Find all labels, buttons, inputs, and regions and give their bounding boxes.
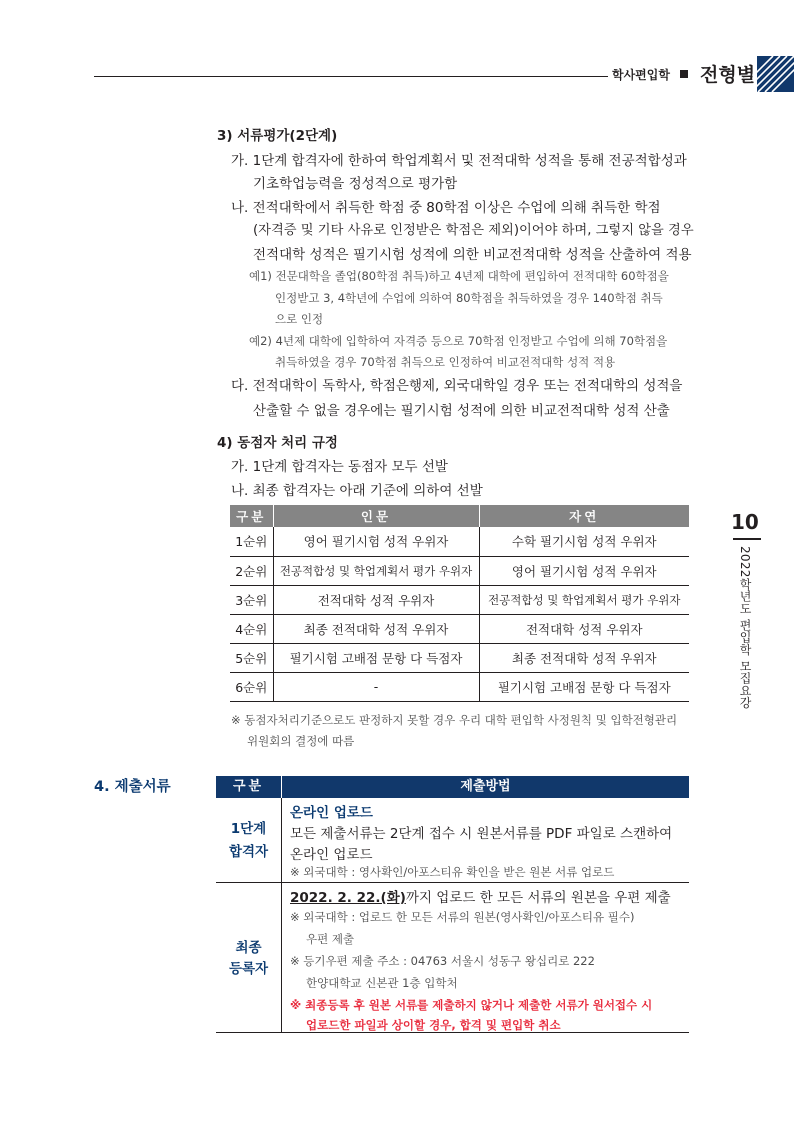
table-row bbox=[230, 614, 689, 643]
final-deadline-line bbox=[290, 886, 671, 906]
example-2-line-1: 예2) 4년제 대학에 입학하여 자격증 등으로 70학점 인정받고 수업에 의해 70학점을 bbox=[249, 334, 668, 348]
page-number: 10 bbox=[731, 510, 759, 534]
document-evaluation-heading: 3) 서류평가(2단계) bbox=[217, 128, 338, 144]
header-square-icon bbox=[680, 70, 688, 78]
submission-col-category: 구분 bbox=[232, 779, 265, 794]
tie-col-humanities: 인문 bbox=[273, 505, 479, 527]
final-label-line-2: 등록자 bbox=[228, 961, 269, 977]
para-na-line-2: (자격증 및 기타 사유로 인정받은 학점은 제외)이어야 하며, 그렇지 않을 경우 bbox=[253, 223, 694, 238]
natural-cell: 필기시험 고배점 문항 다 득점자 bbox=[479, 672, 689, 701]
final-note1-line-1: ※ 외국대학 : 업로드 한 모든 서류의 원본(영사확인/아포스티유 필수) bbox=[290, 910, 635, 924]
humanities-cell: - bbox=[273, 672, 479, 701]
natural-cell: 최종 전적대학 성적 우위자 bbox=[479, 643, 689, 672]
stage1-label-line-1: 1단계 bbox=[230, 821, 267, 837]
rank-cell: 4순위 bbox=[230, 614, 273, 643]
example-1-line-3: 으로 인정 bbox=[275, 312, 324, 326]
para-ga-line-1: 가. 1단계 합격자에 한하여 학업계획서 및 전적대학 성적을 통해 전공적합성과 bbox=[231, 153, 687, 169]
para-da-line-1: 다. 전적대학이 독학사, 학점은행제, 외국대학일 경우 또는 전적대학의 성적을 bbox=[231, 378, 683, 394]
table-row bbox=[230, 527, 689, 556]
submission-col-method: 제출방법 bbox=[281, 776, 689, 798]
humanities-cell: 전공적합성 및 학업계획서 평가 우위자 bbox=[273, 556, 479, 585]
final-label-line-1: 최종 bbox=[235, 940, 262, 956]
column-divider bbox=[281, 798, 282, 882]
rank-cell: 5순위 bbox=[230, 643, 273, 672]
tie-para-ga: 가. 1단계 합격자는 동점자 모두 선발 bbox=[231, 459, 448, 475]
final-note1-line-2: 우편 제출 bbox=[306, 932, 355, 946]
para-ga-line-2: 기초학업능력을 정성적으로 평가함 bbox=[253, 176, 458, 192]
tie-para-na: 나. 최종 합격자는 아래 기준에 의하여 선발 bbox=[231, 483, 483, 499]
header-section-label: 학사편입학 bbox=[612, 68, 670, 82]
natural-cell: 영어 필기시험 성적 우위자 bbox=[479, 556, 689, 585]
tie-note-line-2: 위원회의 결정에 따름 bbox=[247, 734, 355, 748]
stage1-row bbox=[216, 798, 689, 883]
para-na-line-1: 나. 전적대학에서 취득한 학점 중 80학점 이상은 수업에 의해 취득한 학점 bbox=[231, 200, 661, 216]
stage1-label-line-2: 합격자 bbox=[228, 844, 269, 860]
table-row bbox=[230, 672, 689, 701]
humanities-cell: 최종 전적대학 성적 우위자 bbox=[273, 614, 479, 643]
table-row bbox=[230, 585, 689, 614]
final-deadline-rest: 까지 업로드 한 모든 서류의 원본을 우편 제출 bbox=[405, 890, 671, 906]
humanities-cell: 영어 필기시험 성적 우위자 bbox=[273, 527, 479, 556]
natural-cell: 수학 필기시험 성적 우위자 bbox=[479, 527, 689, 556]
header-rule bbox=[94, 76, 608, 77]
table-row bbox=[230, 556, 689, 585]
natural-cell: 전적대학 성적 우위자 bbox=[479, 614, 689, 643]
example-2-line-2: 취득하였을 경우 70학점 취득으로 인정하여 비교전적대학 성적 적용 bbox=[275, 355, 616, 369]
humanities-cell: 필기시험 고배점 문항 다 득점자 bbox=[273, 643, 479, 672]
rank-cell: 6순위 bbox=[230, 672, 273, 701]
side-rule bbox=[733, 538, 761, 540]
humanities-cell: 전적대학 성적 우위자 bbox=[273, 585, 479, 614]
rank-cell: 3순위 bbox=[230, 585, 273, 614]
stage1-note: ※ 외국대학 : 영사확인/아포스티유 확인을 받은 원본 서류 업로드 bbox=[290, 865, 615, 879]
column-divider bbox=[281, 883, 282, 1032]
natural-cell: 전공적합성 및 학업계획서 평가 우위자 bbox=[479, 585, 689, 614]
stage1-line-2: 온라인 업로드 bbox=[290, 847, 373, 863]
tie-note-line-1: ※ 동점자처리기준으로도 판정하지 못할 경우 우리 대학 편입학 사정원칙 및 입학전형관리 bbox=[231, 713, 678, 727]
submission-section-title: 4. 제출서류 bbox=[94, 779, 171, 795]
final-warning-line-1: ※ 최종등록 후 원본 서류를 제출하지 않거나 제출한 서류가 원서접수 시 bbox=[290, 998, 653, 1012]
stage1-title: 온라인 업로드 bbox=[290, 805, 373, 821]
tie-rule-heading: 4) 동점자 처리 규정 bbox=[217, 435, 338, 451]
tie-break-table bbox=[230, 505, 689, 702]
final-row bbox=[216, 883, 689, 1033]
final-deadline-date: 2022. 2. 22.(화) bbox=[290, 890, 406, 906]
tie-table-header-row bbox=[230, 505, 689, 527]
side-doc-title: 2022학년도 편입학 모집요강 bbox=[738, 546, 752, 709]
example-1-line-1: 예1) 전문대학을 졸업(80학점 취득)하고 4년제 대학에 편입하여 전적대학 60학점을 bbox=[249, 269, 669, 283]
final-note2-line-2: 한양대학교 신본관 1층 입학처 bbox=[306, 976, 458, 990]
table-row bbox=[230, 643, 689, 672]
header-stripes-decoration bbox=[757, 56, 794, 92]
header-title: 전형별 bbox=[700, 64, 756, 86]
submission-table-header bbox=[216, 776, 689, 798]
rank-cell: 2순위 bbox=[230, 556, 273, 585]
final-warning-line-2: 업로드한 파일과 상이할 경우, 합격 및 편입학 취소 bbox=[306, 1018, 561, 1032]
example-1-line-2: 인정받고 3, 4학년에 수업에 의하여 80학점을 취득하였을 경우 140학점 취득 bbox=[275, 291, 663, 305]
para-da-line-2: 산출할 수 없을 경우에는 필기시험 성적에 의한 비교전적대학 성적 산출 bbox=[253, 403, 670, 419]
tie-col-category: 구분 bbox=[230, 505, 273, 527]
tie-col-natural: 자연 bbox=[479, 505, 689, 527]
para-na-line-3: 전적대학 성적은 필기시험 성적에 의한 비교전적대학 성적을 산출하여 적용 bbox=[253, 247, 692, 263]
rank-cell: 1순위 bbox=[230, 527, 273, 556]
stage1-line-1: 모든 제출서류는 2단계 접수 시 원본서류를 PDF 파일로 스캔하여 bbox=[290, 826, 673, 842]
final-note2-line-1: ※ 등기우편 제출 주소 : 04763 서울시 성동구 왕십리로 222 bbox=[290, 954, 595, 968]
